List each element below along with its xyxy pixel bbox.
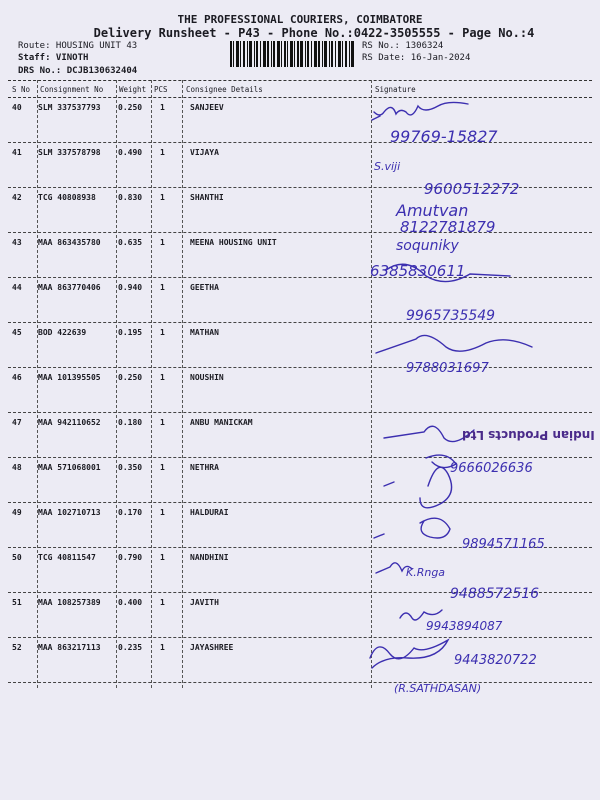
cell-sno: 44 [12, 283, 22, 292]
cell-name: NANDHINI [190, 553, 229, 562]
cell-weight: 0.180 [118, 418, 143, 427]
cell-weight: 0.195 [118, 328, 143, 337]
sig-text: soquniky [396, 238, 459, 254]
drs-number: DRS No.: DCJB130632404 [18, 66, 138, 76]
cell-name: SHANTHI [190, 193, 224, 202]
cell-pcs: 1 [160, 598, 165, 607]
cell-cons: SLM 337578798 [38, 148, 101, 157]
cell-weight: 0.830 [118, 193, 143, 202]
cell-cons: TCG 40811547 [38, 553, 96, 562]
sig-text: 9443820722 [454, 653, 537, 668]
cell-pcs: 1 [160, 463, 165, 472]
cell-pcs: 1 [160, 418, 165, 427]
cell-weight: 0.790 [118, 553, 143, 562]
cell-cons: TCG 40808938 [38, 193, 96, 202]
cell-name: NOUSHIN [190, 373, 224, 382]
cell-cons: SLM 337537793 [38, 103, 101, 112]
cell-weight: 0.490 [118, 148, 143, 157]
route-label: Route: HOUSING UNIT 43 [18, 41, 138, 51]
cell-sno: 50 [12, 553, 22, 562]
company-title: THE PROFESSIONAL COURIERS, COIMBATORE [177, 13, 423, 26]
cell-cons: MAA 863217113 [38, 643, 101, 652]
sig-text: 99769-15827 [390, 127, 498, 146]
cell-weight: 0.400 [118, 598, 143, 607]
col-pcs: PCS [154, 85, 168, 94]
cell-cons: MAA 571068001 [38, 463, 101, 472]
sig-text: 9666026636 [450, 461, 533, 476]
cell-name: GEETHA [190, 283, 219, 292]
company-stamp: Indian Products Ltd [462, 428, 595, 442]
cell-sno: 40 [12, 103, 22, 112]
cell-weight: 0.350 [118, 463, 143, 472]
sig-text: 8122781879 [400, 218, 496, 236]
cell-weight: 0.250 [118, 103, 143, 112]
col-weight: Weight [119, 85, 147, 94]
cell-weight: 0.250 [118, 373, 143, 382]
cell-cons: MAA 101395505 [38, 373, 101, 382]
cell-name: SANJEEV [190, 103, 224, 112]
cell-cons: MAA 102710713 [38, 508, 101, 517]
sig-text: (R.SATHDASAN) [394, 682, 482, 695]
col-consignment: Consignment No [40, 85, 104, 94]
cell-name: JAYASHREE [190, 643, 234, 652]
barcode-icon [230, 41, 354, 67]
cell-name: ANBU MANICKAM [190, 418, 253, 427]
cell-pcs: 1 [160, 643, 165, 652]
cell-name: MATHAN [190, 328, 219, 337]
sig-text: 9488572516 [450, 586, 540, 602]
cell-cons: MAA 863770406 [38, 283, 101, 292]
cell-sno: 49 [12, 508, 22, 517]
cell-pcs: 1 [160, 373, 165, 382]
cell-weight: 0.235 [118, 643, 143, 652]
cell-sno: 47 [12, 418, 22, 427]
cell-sno: 43 [12, 238, 22, 247]
sig-text: 9965735549 [406, 308, 496, 324]
cell-sno: 46 [12, 373, 22, 382]
cell-cons: MAA 942110652 [38, 418, 101, 427]
cell-pcs: 1 [160, 553, 165, 562]
col-sno: S No [12, 85, 31, 94]
cell-pcs: 1 [160, 328, 165, 337]
signature-area [366, 98, 600, 718]
cell-name: VIJAYA [190, 148, 219, 157]
cell-pcs: 1 [160, 283, 165, 292]
staff-label: Staff: VINOTH [18, 53, 89, 63]
cell-weight: 0.170 [118, 508, 143, 517]
cell-pcs: 1 [160, 148, 165, 157]
sig-text: Amutvan [396, 201, 469, 220]
sig-text: K.Rnga [406, 566, 446, 579]
rs-date: RS Date: 16-Jan-2024 [362, 53, 471, 63]
header-top-rule [8, 80, 592, 81]
col-signature: Signature [375, 85, 416, 94]
cell-name: MEENA HOUSING UNIT [190, 238, 277, 247]
col-consignee: Consignee Details [186, 85, 263, 94]
rs-number: RS No.: 1306324 [362, 41, 444, 51]
sig-text: 9943894087 [426, 619, 503, 633]
cell-weight: 0.635 [118, 238, 143, 247]
cell-sno: 51 [12, 598, 22, 607]
cell-sno: 52 [12, 643, 22, 652]
runsheet-subtitle: Delivery Runsheet - P43 - Phone No.:0422-3505555 - Page No.:4 [93, 26, 535, 40]
cell-cons: MAA 108257389 [38, 598, 101, 607]
cell-pcs: 1 [160, 193, 165, 202]
cell-cons: BOD 422639 [38, 328, 87, 337]
cell-pcs: 1 [160, 238, 165, 247]
sig-text: 9894571165 [462, 537, 545, 552]
cell-name: HALDURAI [190, 508, 229, 517]
cell-weight: 0.940 [118, 283, 143, 292]
cell-pcs: 1 [160, 508, 165, 517]
sig-text: 9600512272 [424, 180, 520, 198]
cell-name: NETHRA [190, 463, 219, 472]
sig-text: 6385830611 [370, 262, 466, 280]
cell-sno: 48 [12, 463, 22, 472]
cell-sno: 45 [12, 328, 22, 337]
sig-text: 9788031697 [406, 361, 489, 376]
cell-sno: 41 [12, 148, 22, 157]
sig-text: S.viji [374, 160, 401, 173]
cell-name: JAVITH [190, 598, 219, 607]
cell-cons: MAA 863435780 [38, 238, 101, 247]
cell-pcs: 1 [160, 103, 165, 112]
cell-sno: 42 [12, 193, 22, 202]
